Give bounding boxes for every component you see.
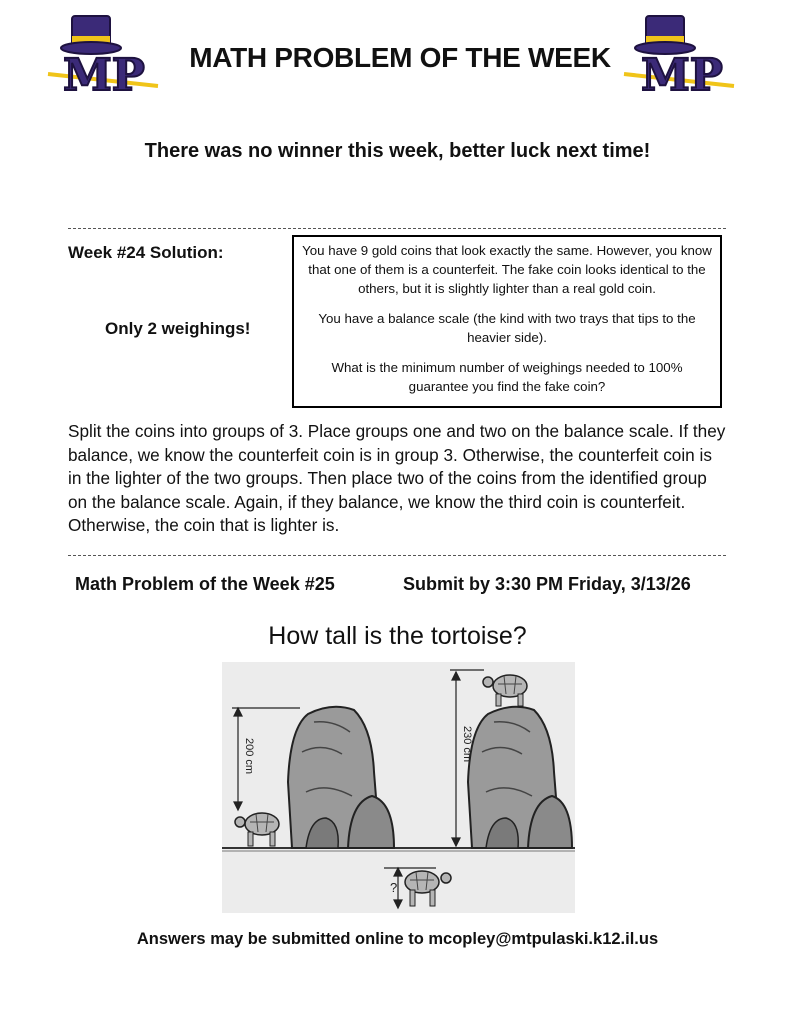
- problem-paragraph: You have a balance scale (the kind with two trays that tips to the heavier side).: [318, 311, 696, 345]
- top-hat-icon: [61, 16, 121, 54]
- next-problem-title: Math Problem of the Week #25: [75, 574, 335, 594]
- mp-logo-left: [44, 12, 164, 96]
- winner-notice: There was no winner this week, better luck next time!: [144, 140, 651, 162]
- solution-explanation: Split the coins into groups of 3. Place groups one and two on the balance scale. If they balance, we know the counterfeit coin is in group 3. Otherwise, the counterfeit coin is in the lighter of the two groups. Then place two of the coins from the identified group on the balance scale. Again, if they balance, we know the third coin is counterfeit. Otherwise, the coin that is lighter is.: [68, 421, 726, 535]
- problem-paragraph: You have 9 gold coins that look exactly the same. However, you know that one of them is a counterfeit. The fake coin looks identical to the others, but it is slightly lighter than a real gold coin.: [302, 243, 712, 296]
- logo-text: MP: [63, 50, 145, 96]
- solution-answer: Only 2 weighings!: [105, 319, 251, 338]
- previous-problem-box: [292, 235, 722, 408]
- problem-paragraph: What is the minimum number of weighings needed to 100% guarantee you find the fake coin?: [331, 360, 683, 394]
- dimension-label-right: 230 cm: [461, 726, 473, 763]
- tortoise-rock-figure: [222, 662, 575, 913]
- mp-logo-right: [620, 12, 740, 96]
- dashed-divider: [68, 228, 726, 229]
- dimension-label-unknown: ?: [390, 880, 398, 895]
- dashed-divider: [68, 555, 726, 556]
- dimension-label-left: 200 cm: [243, 738, 255, 775]
- submission-deadline: Submit by 3:30 PM Friday, 3/13/26: [403, 574, 691, 594]
- page-title: MATH PROBLEM OF THE WEEK: [189, 42, 611, 73]
- solution-label: Week #24 Solution:: [68, 243, 224, 262]
- top-hat-icon: [635, 16, 695, 54]
- logo-text: MP: [641, 50, 723, 96]
- problem-question: How tall is the tortoise?: [268, 622, 527, 650]
- submission-info: Answers may be submitted online to mcopley@mtpulaski.k12.il.us: [136, 930, 659, 948]
